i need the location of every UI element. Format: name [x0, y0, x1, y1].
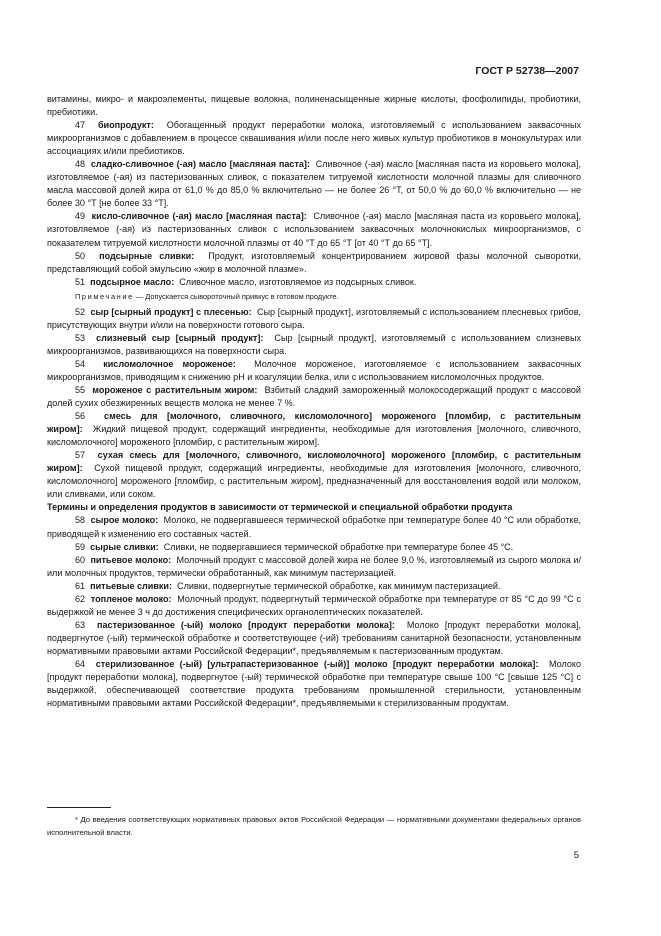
term-title: сладко-сливочное (-ая) масло [масляная паста]:	[90, 159, 310, 170]
term-51	[47, 276, 581, 289]
term-number: 58	[75, 515, 86, 526]
term-title: топленое молоко:	[90, 593, 172, 604]
term-title: пастеризованное (-ый) молоко [продукт переработки молока]:	[97, 619, 395, 630]
term-number: 63	[75, 619, 86, 630]
term-number: 64	[75, 658, 86, 669]
term-definition: Молоко [продукт переработки молока], подвергнутое (-ый) термической обработке при температуре свыше 100 °С [свыше 125 °С] с выдержкой, обеспечивающей соответствие продукта требованиям промышленной стерильности, установленным нормативными правовыми актами Российской Федерации*, предъявляемыми к стерилизованным продуктам.	[47, 658, 581, 709]
document-body	[47, 93, 581, 710]
term-62	[47, 593, 581, 619]
footnote-text: * До введения соответствующих нормативных правовых актов Российской Федерации — нормативными документами федеральных органов исполнительной власти.	[47, 815, 581, 837]
paragraph-46-continued: витамины, микро- и макроэлементы, пищевые волокна, полиненасыщенные жирные кислоты, фосфолипиды, пробиотики, пребиотики.	[47, 94, 581, 118]
term-title: сырое молоко:	[90, 515, 159, 526]
term-49	[47, 210, 581, 249]
term-definition: Сыр [сырный продукт], изготовляемый с использованием плесневых грибов, присутствующих внутри и/или на поверхности готового сыра.	[47, 306, 582, 330]
term-title: сыр [сырный продукт] с плесенью:	[90, 306, 252, 317]
term-title: сухая смесь для [молочного, сливочного, кисломолочного] мороженого [пломбир, с растительным жиром]:	[47, 450, 582, 474]
term-57	[47, 449, 581, 501]
term-title: слизневый сыр [сырный продукт]:	[96, 332, 264, 343]
term-number: 59	[75, 541, 86, 552]
term-definition: Сливочное (-ая) масло [масляная паста из коровьего молока], изготовляемое (-ая) из пастеризованных сливок с использованием заквасочных молочнокислых микроорганизмов, с показателем титруемой кислотности молочной плазмы от 40 °Т до 65 °Т [от 40 °Т до 65 °Т].	[47, 211, 581, 248]
term-50	[47, 250, 581, 276]
term-60	[47, 554, 581, 580]
term-title: подсырное масло:	[90, 276, 175, 287]
term-definition: Сливки, не подвергавшиеся термической обработке при температуре более 45 °С.	[163, 541, 514, 552]
term-number: 57	[75, 450, 86, 461]
term-title: биопродукт:	[97, 120, 154, 131]
note-label: Примечание	[75, 291, 134, 301]
term-definition: Продукт, изготовляемый концентрированием жировой фазы молочной сыворотки, представляющий собой эмульсию «жир в молочной плазме».	[47, 250, 582, 274]
term-52	[47, 306, 581, 332]
term-59	[47, 541, 581, 554]
term-number: 55	[75, 384, 86, 395]
term-definition: Сливочное масло, изготовляемое из подсырных сливок.	[179, 276, 417, 287]
term-number: 48	[75, 159, 86, 170]
term-definition: Сухой пищевой продукт, содержащий ингредиенты, необходимые для изготовления [молочного, сливочного, кисломолочного] мороженого [пломбир, с растительным жиром], предназначенный для восстановления водой или молоком, или сливками, или соком.	[47, 463, 581, 500]
term-definition: Молоко, не подвергавшееся термической обработке при температуре более 40 °С или обработке, приводящей к изменению его составных частей.	[47, 515, 581, 539]
term-title: мороженое с растительным жиром:	[92, 384, 258, 395]
term-63	[47, 619, 581, 658]
term-58	[47, 514, 581, 540]
term-title: кисло-сливочное (-ая) масло [масляная паста]:	[91, 211, 307, 222]
term-number: 56	[75, 411, 86, 422]
term-definition: Обогащенный продукт переработки молока, изготовляемый с использованием заквасочных микроорганизмов с добавлением в процессе сквашивания и/или после него живых культур пробиотиков в монокультурах или ассоциациях и/или пребиотиков.	[47, 120, 581, 157]
term-number: 47	[75, 120, 86, 131]
term-title: питьевое молоко:	[90, 554, 172, 565]
term-definition: Молочный продукт, подвергнутый термической обработке при температуре от 85 °С до 99 °С с выдержкой не менее 3 ч до достижения специфических органолептических показателей.	[47, 593, 582, 617]
footnote-divider	[47, 807, 111, 808]
term-number: 52	[75, 306, 86, 317]
document-header: ГОСТ Р 52738—2007	[475, 65, 579, 77]
term-title: кисломолочное мороженое:	[103, 358, 236, 369]
term-definition: Сливки, подвергнутые термической обработке, как минимум пастеризацией.	[177, 580, 501, 591]
term-number: 53	[75, 332, 86, 343]
term-number: 60	[75, 554, 86, 565]
term-title: смесь для [молочного, сливочного, кисломолочного] мороженого [пломбир, с растительным жиром]:	[47, 411, 582, 435]
term-61	[47, 580, 581, 593]
term-53	[47, 332, 581, 358]
term-47	[47, 119, 581, 158]
term-54	[47, 358, 581, 384]
term-definition: Жидкий пищевой продукт, содержащий ингредиенты, необходимые для изготовления [молочного, сливочного, кисломолочного] мороженого [пломбир, с растительным жиром].	[47, 424, 582, 448]
term-48	[47, 158, 581, 210]
term-definition: Взбитый сладкий замороженный молокосодержащий продукт с массовой долей сухих обезжиренных веществ молока не менее 7 %.	[47, 384, 581, 409]
term-definition: Молочный продукт с массовой долей жира не более 9,0 %, изготовляемый из сырого молока и/или молочных продуктов, термически обработанный, как минимум пастеризацией.	[47, 554, 582, 578]
term-definition: Сливочное (-ая) масло [масляная паста из коровьего молока], изготовляемое (-ая) из пастеризованных сливок, с показателем титруемой кислотности молочной плазмы для сливочного масла массовой долей жира от 61,0 % до 85,0 % включительно — не более 26 °Т, от 50,0 % до 60,0 % включительно — не более 30 °Т [не более 33 °Т].	[47, 159, 581, 209]
section-heading: Термины и определения продуктов в зависимости от термической и специальной обработки продукта	[47, 502, 513, 513]
term-definition: Сыр [сырный продукт], изготовляемый с использованием слизневых микроорганизмов, развивающихся на поверхности сыра.	[47, 332, 582, 356]
term-title: питьевые сливки:	[90, 580, 172, 591]
note-text: — Допускается сывороточный привкус в готовом продукте.	[133, 291, 339, 301]
term-title: стерилизованное (-ый) [ультрапастеризованное (-ый)] молоко [продукт переработки молока]:	[95, 658, 539, 669]
term-title: сырые сливки:	[90, 541, 159, 552]
term-number: 51	[75, 276, 86, 287]
term-definition: Молочное мороженое, изготовляемое с использованием заквасочных микроорганизмов, приводящим к снижению pH и коагуляции белка, или с использованием кисломолочных продуктов.	[47, 358, 582, 382]
term-64	[47, 658, 581, 710]
term-56	[47, 410, 581, 449]
term-number: 54	[75, 358, 86, 369]
term-number: 61	[75, 580, 86, 591]
term-number: 50	[75, 250, 86, 261]
footnote	[47, 814, 581, 839]
page-number: 5	[573, 850, 579, 861]
term-number: 49	[75, 211, 86, 222]
term-55	[47, 384, 581, 410]
term-title: подсырные сливки:	[99, 250, 195, 261]
note	[47, 291, 581, 303]
term-definition: Молоко [продукт переработки молока], подвергнутое (-ый) термической обработке и соответствующее (-ий) требованиям санитарной безопасности, установленным нормативными правовыми актами Российской Федерации*, предъявляемым к пастеризованным продуктам.	[47, 619, 582, 656]
term-number: 62	[75, 593, 86, 604]
